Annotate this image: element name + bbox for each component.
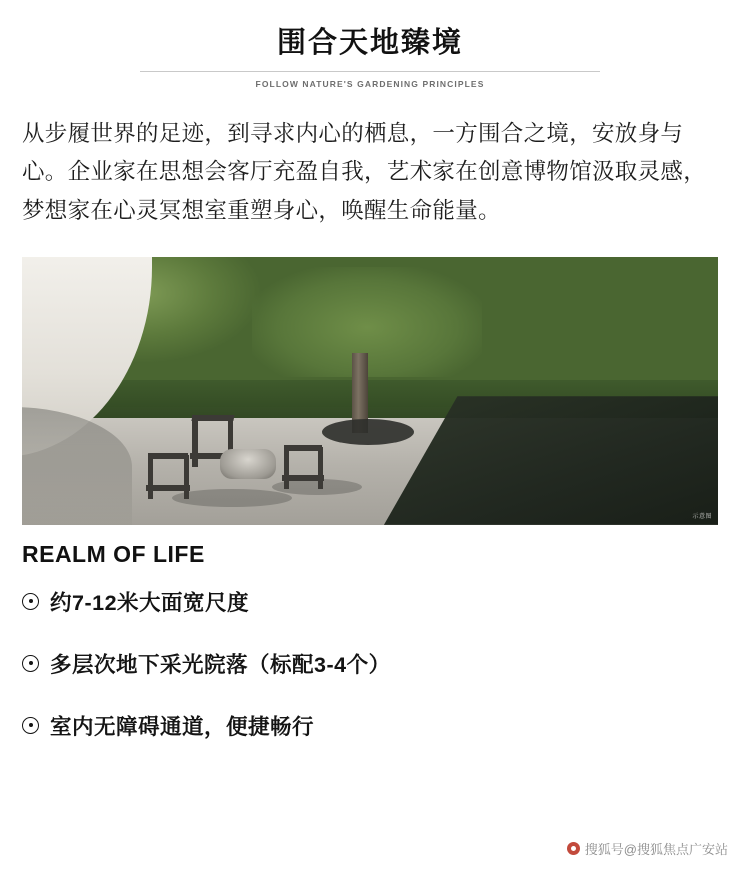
lounge-chair-frame [192, 415, 198, 467]
page-title: 围合天地臻境 [276, 27, 463, 59]
feature-text: 多层次地下采光院落（标配3-4个） [50, 652, 391, 677]
sohu-logo-icon [567, 842, 580, 855]
list-item [22, 710, 718, 741]
feature-list [22, 586, 718, 741]
furniture-shadow [172, 489, 292, 507]
lounge-chair-seat [146, 485, 190, 491]
list-item [22, 586, 718, 617]
watermark-text: 搜狐号@搜狐焦点广安站 [584, 842, 728, 857]
lounge-chair-seat [282, 475, 324, 481]
body-paragraph: 从步履世界的足迹，到寻求内心的栖息，一方围合之境，安放身与心。企业家在思想会客厅充盈自我，艺术家在创意博物馆汲取灵感，梦想家在心灵冥想室重塑身心，唤醒生命能量。 [22, 120, 707, 224]
lounge-chair-back [284, 445, 322, 451]
list-item [22, 648, 718, 679]
fire-table [220, 449, 276, 479]
feature-text: 室内无障碍通道，便捷畅行 [50, 714, 315, 739]
lounge-chair-frame [184, 455, 189, 499]
title-divider [140, 71, 600, 72]
bullet-dot-icon [22, 655, 39, 672]
divider-line [140, 71, 600, 72]
page-header [0, 0, 740, 89]
bullet-dot-icon [22, 593, 39, 610]
lounge-chair-frame [148, 453, 153, 499]
lounge-chair-back [148, 453, 188, 459]
tree-planter [322, 419, 414, 445]
image-credit: 示意图 [692, 513, 712, 520]
footer-watermark [567, 839, 728, 858]
section-title: REALM OF LIFE [22, 540, 205, 567]
hero-image [22, 257, 718, 525]
feature-text: 约7-12米大面宽尺度 [50, 590, 250, 615]
bullet-dot-icon [22, 717, 39, 734]
page-subtitle: FOLLOW NATURE'S GARDENING PRINCIPLES [255, 78, 485, 89]
lounge-chair-frame [284, 445, 289, 489]
lounge-chair-frame [318, 447, 323, 489]
hero-image-art [22, 257, 718, 525]
